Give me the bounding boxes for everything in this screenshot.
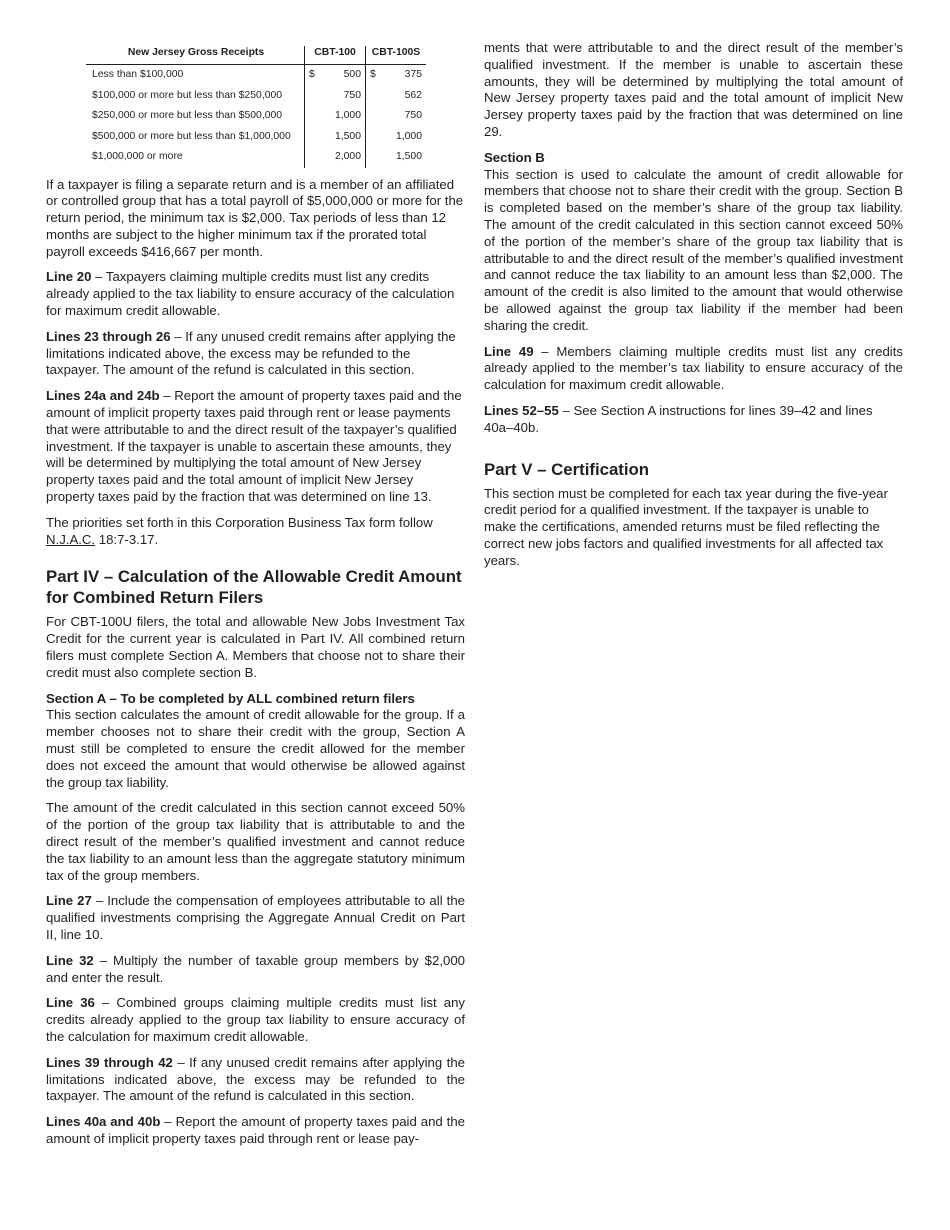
- line-20-paragraph: [46, 269, 465, 319]
- cbt100-value: 750: [343, 89, 361, 101]
- cbt100-cell: [305, 147, 366, 168]
- cbt100-cell: [305, 65, 366, 86]
- right-column: [484, 40, 903, 579]
- part-5-text: This section must be completed for each tax year during the five-year credit period for a qualified investment. If the taxpayer is unable to make the certifications, amended returns must be filed reflecting the correct new jobs factors and qualified investments for all affected tax years.: [484, 485, 888, 568]
- range-cell: $500,000 or more but less than $1,000,000: [92, 130, 291, 142]
- col-header-gross-receipts: New Jersey Gross Receipts: [86, 46, 305, 65]
- cbt100s-value: 375: [404, 69, 422, 81]
- lines-52-55-text: – See Section A instructions for lines 39–42 and lines 40a–40b.: [484, 402, 873, 435]
- line-27-heading: Line 27: [46, 893, 92, 909]
- cbt100s-cell: [366, 106, 427, 127]
- table-row: [86, 65, 426, 86]
- part-4-title: Part IV – Calculation of the Allowable Credit Amount for Combined Return Filers: [46, 567, 462, 608]
- lines-52-55-heading: Lines 52–55: [484, 402, 559, 418]
- lines-40-continuation: ments that were attributable to and the direct result of the member’s qualified investment. If the member is unable to ascertain these amounts, they will be determined by multiplying the total amount of New Jersey property taxes paid and the total amount of implicit New Jersey property taxes paid by the fraction that was determined on line 29.: [484, 40, 903, 139]
- lines-39-42-paragraph: [46, 1055, 465, 1105]
- minimum-tax-table: [86, 46, 426, 168]
- col-header-cbt100s: CBT-100S: [366, 46, 427, 65]
- line-27-paragraph: [46, 893, 465, 943]
- line-20-text: – Taxpayers claiming multiple credits must list any credits already applied to the tax liability to ensure accuracy of the calculation for maximum credit allowable.: [46, 269, 455, 319]
- lines-24-paragraph: [46, 388, 465, 506]
- cbt100s-value: 1,500: [395, 151, 422, 163]
- lines-23-26-paragraph: [46, 329, 465, 379]
- line-49-paragraph: [484, 344, 903, 394]
- cbt100-value: 1,000: [334, 110, 361, 122]
- range-cell: Less than $100,000: [92, 69, 184, 81]
- line-36-text: – Combined groups claiming multiple credits must list any credits already applied to the group tax liability to ensure accuracy of the calculation for maximum credit allowable.: [46, 995, 465, 1044]
- lines-23-26-heading: Lines 23 through 26: [46, 328, 171, 344]
- lines-40-heading: Lines 40a and 40b: [46, 1114, 161, 1130]
- section-b-text: This section is used to calculate the amount of credit allowable for members that choose not to share their credit with the group. Section B is completed based on the member’s share of the group tax liability. The amount of the credit calculated in this section cannot exceed 50% of the portion of the member’s share of the group tax liability that is attributable to and the direct result of the member’s qualified investment and cannot reduce the tax liability to an amount less than $2,000. The amount of the credit is also limited to the amount that would otherwise be allowed against the group tax liability if the member had been sharing the credit.: [484, 166, 903, 333]
- line-32-heading: Line 32: [46, 952, 94, 968]
- line-27-text: – Include the compensation of employees attributable to all the qualified investments comprising the Aggregate Annual Credit on Part II, line 10.: [46, 893, 465, 942]
- line-49-heading: Line 49: [484, 343, 534, 359]
- range-cell: $100,000 or more but less than $250,000: [92, 89, 283, 101]
- line-36-heading: Line 36: [46, 995, 95, 1011]
- cbt100-cell: [305, 86, 366, 107]
- affiliated-group-paragraph: If a taxpayer is filing a separate return and is a member of an affiliated or controlled group that has a total payroll of $5,000,000 or more for the return period, the minimum tax is $2,000. Tax periods of less than 12 months are subject to the higher minimum tax if the prorated total payroll exceeds $416,667 per month.: [46, 176, 464, 259]
- cbt100-cell: [305, 127, 366, 148]
- lines-24-text: – Report the amount of property taxes paid and the amount of implicit property taxes paid through rent or lease payments that were attributable to and the direct result of the taxpayer’s qualified investment. If the taxpayer is unable to ascertain these amounts, they will be determined by multiplying the total amount of New Jersey property taxes paid and the total amount of implicit New Jersey property taxes paid by the fraction that was determined on line 13.: [46, 388, 462, 505]
- priorities-paragraph: [46, 515, 465, 549]
- table-row: [86, 127, 426, 148]
- njac-reference: N.J.A.C.: [46, 531, 96, 547]
- range-cell: $250,000 or more but less than $500,000: [92, 110, 283, 122]
- cbt100-value: 2,000: [334, 151, 361, 163]
- section-a-heading: Section A – To be completed by ALL combined return filers: [46, 690, 415, 706]
- table-row: [86, 106, 426, 127]
- section-b-paragraph: [484, 150, 903, 335]
- table-row: [86, 147, 426, 168]
- lines-39-42-heading: Lines 39 through 42: [46, 1054, 173, 1070]
- section-a-paragraph: [46, 691, 465, 792]
- priorities-citation: 18:7-3.17.: [95, 531, 159, 547]
- line-32-paragraph: [46, 953, 465, 987]
- section-a-text: This section calculates the amount of credit allowable for the group. If a member chooses not to share their credit with the group, Section A must still be completed to ensure the credit allowed for the member does not exceed the amount that would otherwise be allowed against the group tax liability.: [46, 707, 465, 790]
- lines-24-heading: Lines 24a and 24b: [46, 388, 160, 404]
- section-a-limit-paragraph: The amount of the credit calculated in this section cannot exceed 50% of the portion of the group tax liability that is attributable to and the direct result of the member’s qualified investment and cannot reduce the tax liability to an amount less than the aggregate statutory minimum tax of the group members.: [46, 800, 465, 883]
- priorities-text: The priorities set forth in this Corporation Business Tax form follow: [46, 514, 433, 530]
- cbt100-value: 1,500: [334, 130, 361, 142]
- cbt100s-cell: [366, 127, 427, 148]
- cbt100s-cell: [366, 86, 427, 107]
- line-32-text: – Multiply the number of taxable group members by $2,000 and enter the result.: [46, 952, 465, 985]
- lines-39-42-text: – If any unused credit remains after applying the limitations indicated above, the excess may be refunded to the taxpayer. The amount of the refund is calculated in this section.: [46, 1054, 465, 1104]
- col-header-cbt100: CBT-100: [305, 46, 366, 65]
- part-5-title: Part V – Certification: [484, 459, 650, 479]
- cbt100s-value: 562: [404, 89, 422, 101]
- table-header-row: [86, 46, 426, 65]
- lines-23-26-text: – If any unused credit remains after applying the limitations indicated above, the excess may be refunded to the taxpayer. The amount of the refund is calculated in this section.: [46, 328, 456, 378]
- range-cell: $1,000,000 or more: [92, 151, 183, 163]
- line-20-heading: Line 20: [46, 269, 92, 285]
- line-36-paragraph: [46, 995, 465, 1045]
- lines-40-paragraph: [46, 1114, 465, 1148]
- left-column: [46, 40, 465, 1157]
- cbt100s-value: 750: [404, 110, 422, 122]
- section-b-heading: Section B: [484, 149, 545, 165]
- cbt100s-value: 1,000: [395, 130, 422, 142]
- currency-symbol: $: [370, 69, 376, 81]
- part-4-intro: For CBT-100U filers, the total and allowable New Jobs Investment Tax Credit for the current year is calculated in Part IV. All combined return filers must complete Section A. Members that choose not to share their credit must also complete section B.: [46, 614, 465, 680]
- cbt100s-cell: [366, 147, 427, 168]
- lines-40-text: – Report the amount of property taxes paid and the amount of implicit property taxes paid through rent or lease pay-: [46, 1114, 466, 1146]
- cbt100s-cell: [366, 65, 427, 86]
- lines-52-55-paragraph: [484, 403, 903, 437]
- cbt100-cell: [305, 106, 366, 127]
- table-row: [86, 86, 426, 107]
- line-49-text: – Members claiming multiple credits must list any credits already applied to the member’s tax liability to ensure accuracy of the calculation for maximum credit allowable.: [484, 343, 903, 393]
- cbt100-value: 500: [343, 69, 361, 81]
- currency-symbol: $: [309, 69, 315, 81]
